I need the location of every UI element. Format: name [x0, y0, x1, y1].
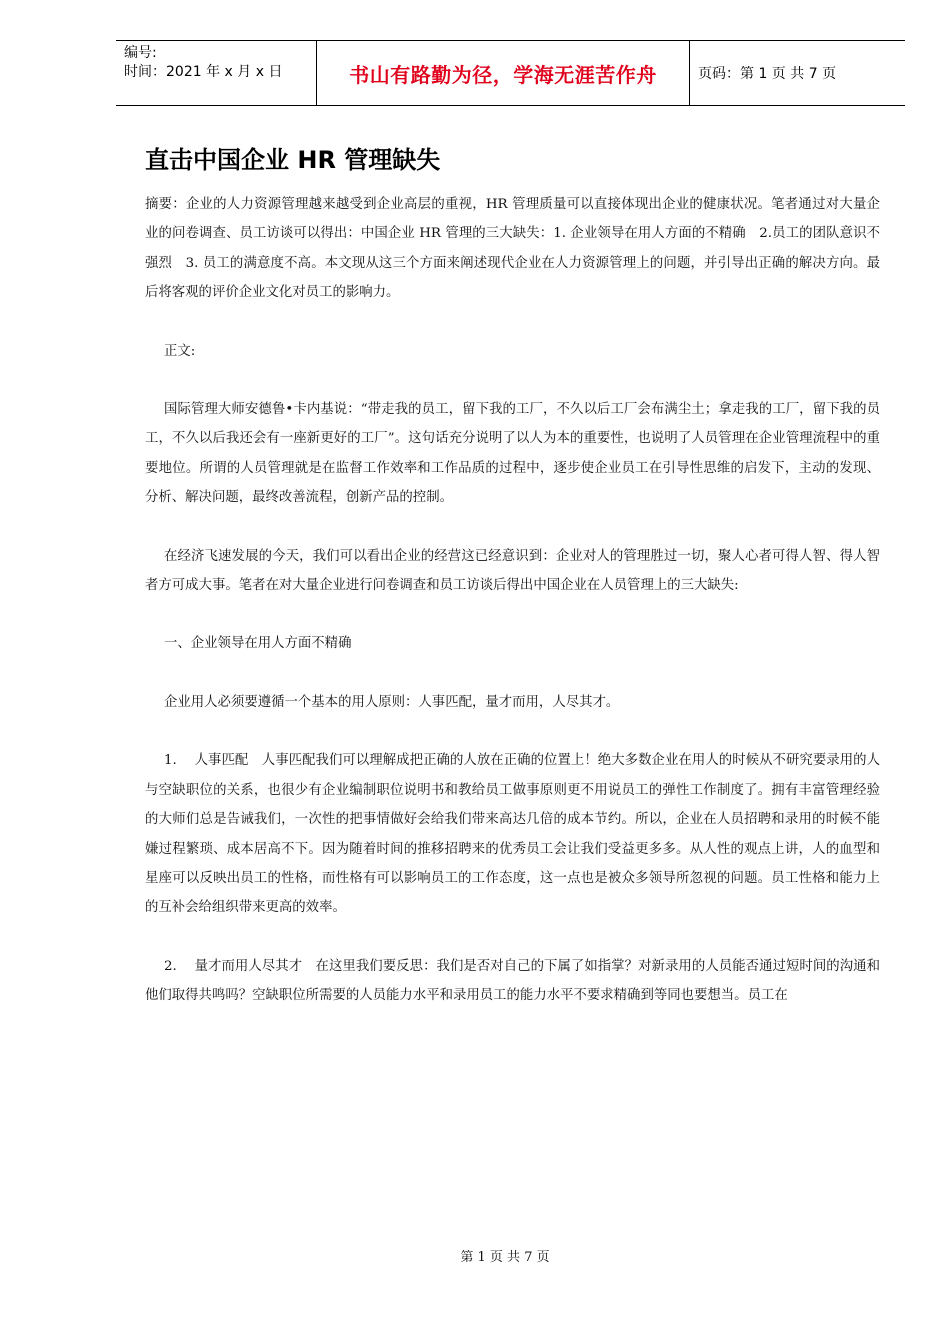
list-item-2: 2. 量才而用人尽其才 在这里我们要反思：我们是否对自己的下属了如指掌？对新录用的人员能否通过短时间的沟通和他们取得共鸣吗？空缺职位所需要的人员能力水平和录用员工的能力水平不要求精确到等同也要想当。员工在	[145, 958, 880, 1004]
header-page-number: 页码：第 1 页 共 7 页	[698, 66, 837, 82]
paragraph-2: 在经济飞速发展的今天，我们可以看出企业的经营这已经意识到：企业对人的管理胜过一切，聚人心者可得人智、得人智者方可成大事。笔者在对大量企业进行问卷调查和员工访谈后得出中国企业在人员管理上的三大缺失:	[145, 548, 880, 594]
document-body	[145, 142, 880, 1011]
page-header	[116, 40, 905, 106]
paragraph-1: 国际管理大师安德鲁•卡内基说：“带走我的员工，留下我的工厂，不久以后工厂会布满尘土；拿走我的工厂，留下我的员工，不久以后我还会有一座新更好的工厂”。这句话充分说明了以人为本的重要性，也说明了人员管理在企业管理流程中的重要地位。所谓的人员管理就是在监督工作效率和工作品质的过程中，逐步使企业员工在引导性思维的启发下，主动的发现、分析、解决问题，最终改善流程，创新产品的控制。	[145, 402, 880, 506]
list-item-1: 1. 人事匹配 人事匹配我们可以理解成把正确的人放在正确的位置上！绝大多数企业在用人的时候从不研究要录用的人与空缺职位的关系，也很少有企业编制职位说明书和教给员工做事原则更不用说员工的弹性工作制度了。拥有丰富管理经验的大师们总是告诫我们，一次性的把事情做好会给我们带来高达几倍的成本节约。所以，企业在人员招聘和录用的时候不能嫌过程繁琐、成本居高不下。因为随着时间的推移招聘来的优秀员工会让我们受益更多多。从人性的观点上讲，人的血型和星座可以反映出员工的性格，而性格有可以影响员工的工作态度，这一点也是被众多领导所忽视的问题。员工性格和能力上的互补会给组织带来更高的效率。	[145, 753, 880, 916]
abstract-paragraph: 摘要：企业的人力资源管理越来越受到企业高层的重视，HR 管理质量可以直接体现出企业的健康状况。笔者通过对大量企业的问卷调查、员工访谈可以得出：中国企业 HR 管理的三大缺失：1. 企业领导在用人方面的不精确 2.员工的团队意识不强烈 3. 员工的满意度不高。本文现从这三个方面来阐述现代企业在人力资源管理上的问题，并引导出正确的解决方向。最后将客观的评价企业文化对员工的影响力。	[145, 197, 880, 301]
header-left-cell	[116, 41, 316, 105]
header-page-cell	[690, 41, 905, 105]
document-title: 直击中国企业 HR 管理缺失	[145, 146, 441, 174]
header-motto-cell	[316, 41, 690, 105]
body-label: 正文:	[164, 343, 196, 359]
page-footer: 第 1 页 共 7 页	[460, 1250, 550, 1265]
section-heading-1: 一、企业领导在用人方面不精确	[164, 636, 352, 652]
header-motto: 书山有路勤为径，学海无涯苦作舟	[349, 62, 657, 87]
paragraph-3: 企业用人必须要遵循一个基本的用人原则：人事匹配，量才而用，人尽其才。	[164, 694, 620, 710]
document-number-label: 编号:	[124, 45, 157, 61]
document-time-label: 时间：2021 年 x 月 x 日	[124, 64, 283, 80]
